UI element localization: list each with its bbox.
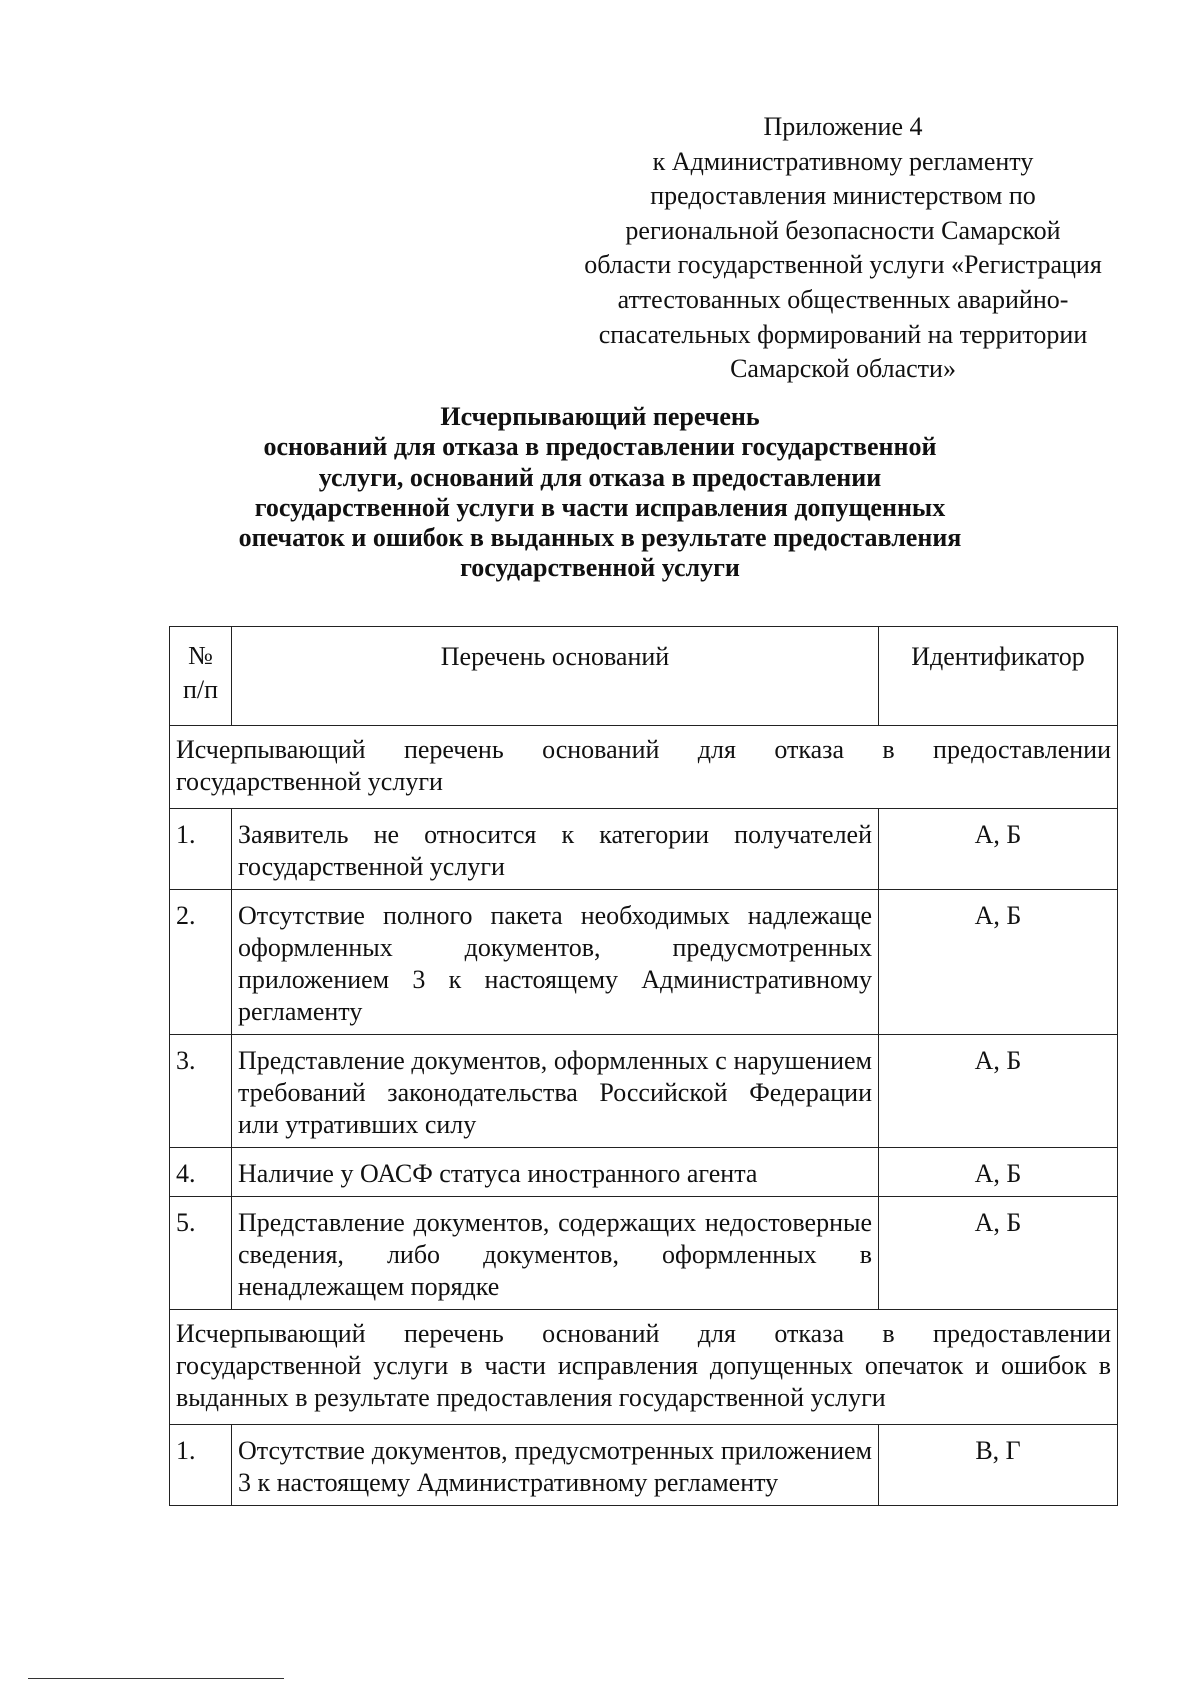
section-row: [170, 1310, 1118, 1425]
row-ground: Отсутствие полного пакета необходимых надлежаще оформленных документов, предусмотренных приложением 3 к настоящему Административному регламенту: [232, 890, 879, 1035]
row-identifier: А, Б: [879, 1148, 1118, 1197]
table-header-row: [170, 627, 1118, 726]
table-row: [170, 1425, 1118, 1506]
header-num: № п/п: [170, 627, 232, 726]
title-line: Исчерпывающий перечень: [440, 402, 760, 431]
title-line: услуги, оснований для отказа в предоставлении: [318, 462, 882, 492]
appendix-line: региональной безопасности Самарской: [625, 215, 1061, 245]
table-row: [170, 809, 1118, 890]
table-row: [170, 1197, 1118, 1310]
grounds-table: [169, 626, 1118, 1506]
row-number: 5.: [170, 1197, 232, 1310]
appendix-line: области государственной услуги «Регистрация: [584, 250, 1102, 280]
row-identifier: А, Б: [879, 1035, 1118, 1148]
appendix-line: аттестованных общественных аварийно-: [617, 284, 1069, 314]
title-line: государственной услуги: [460, 553, 740, 583]
row-ground: Наличие у ОАСФ статуса иностранного агента: [232, 1148, 879, 1197]
table-row: [170, 890, 1118, 1035]
appendix-line: к Административному регламенту: [652, 146, 1034, 176]
header-identifier: Идентификатор: [879, 627, 1118, 726]
row-identifier: А, Б: [879, 1197, 1118, 1310]
appendix-line: Приложение 4: [763, 112, 923, 141]
appendix-line: спасательных формирований на территории: [598, 319, 1088, 349]
row-identifier: В, Г: [879, 1425, 1118, 1506]
row-number: 2.: [170, 890, 232, 1035]
appendix-header: [563, 110, 1123, 387]
title-line: опечаток и ошибок в выданных в результате предоставления: [238, 523, 962, 553]
section-2-title: Исчерпывающий перечень оснований для отказа в предоставлении государственной услуги в части исправления допущенных опечаток и ошибок в выданных в результате предоставления государственной услуги: [170, 1310, 1118, 1425]
row-identifier: А, Б: [879, 890, 1118, 1035]
row-number: 3.: [170, 1035, 232, 1148]
row-number: 1.: [170, 1425, 232, 1506]
row-number: 4.: [170, 1148, 232, 1197]
row-ground: Представление документов, оформленных с нарушением требований законодательства Российской Федерации или утративших силу: [232, 1035, 879, 1148]
row-ground: Отсутствие документов, предусмотренных приложением 3 к настоящему Административному регламенту: [232, 1425, 879, 1506]
document-title: [140, 402, 1060, 584]
appendix-line: предоставления министерством по: [650, 181, 1036, 211]
section-1-title: Исчерпывающий перечень оснований для отказа в предоставлении государственной услуги: [170, 726, 1118, 809]
header-grounds: Перечень оснований: [232, 627, 879, 726]
row-identifier: А, Б: [879, 809, 1118, 890]
row-ground: Представление документов, содержащих недостоверные сведения, либо документов, оформленных в ненадлежащем порядке: [232, 1197, 879, 1310]
title-line: государственной услуги в части исправления допущенных: [254, 492, 946, 522]
table-row: [170, 1148, 1118, 1197]
table-row: [170, 1035, 1118, 1148]
appendix-line: Самарской области»: [730, 354, 956, 384]
title-line: оснований для отказа в предоставлении государственной: [263, 432, 937, 462]
footnote-rule: [28, 1678, 284, 1679]
row-number: 1.: [170, 809, 232, 890]
section-row: [170, 726, 1118, 809]
row-ground: Заявитель не относится к категории получателей государственной услуги: [232, 809, 879, 890]
